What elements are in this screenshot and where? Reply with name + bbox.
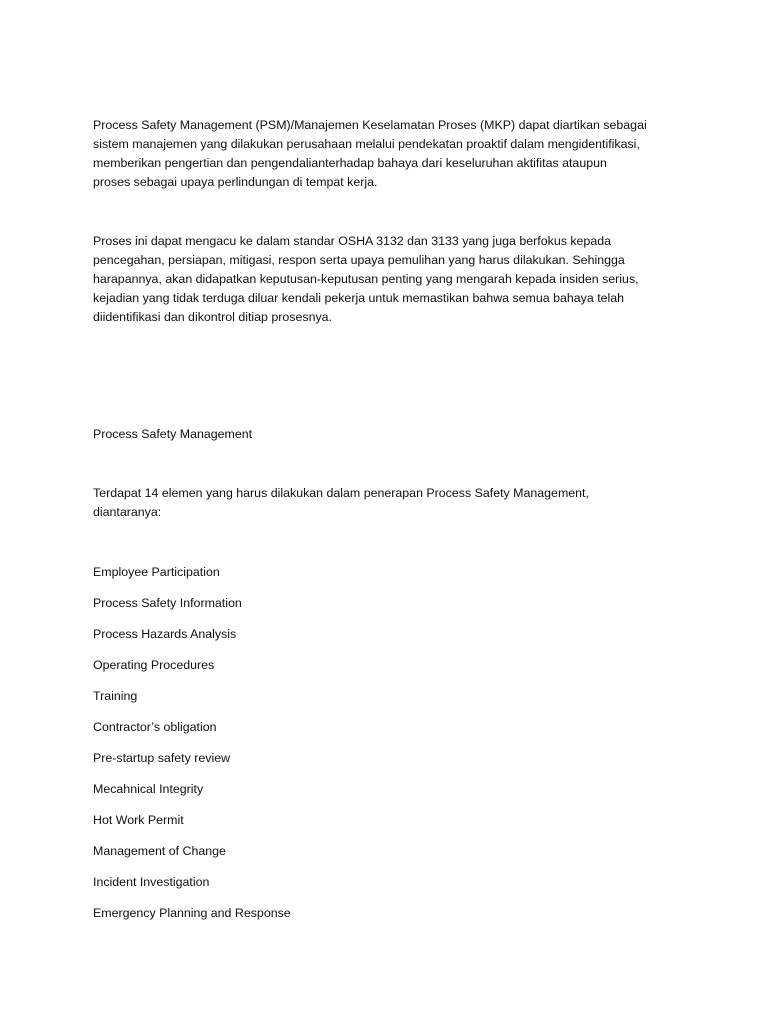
list-item: Mecahnical Integrity [93, 782, 204, 796]
paragraph-line: harapannya, akan didapatkan keputusan-keputusan penting yang mengarah kepada insiden serius, [93, 272, 639, 286]
paragraph-psm-definition [93, 116, 683, 192]
paragraph-line: diidentifikasi dan dikontrol ditiap prosesnya. [93, 310, 333, 324]
section-heading: Process Safety Management [93, 427, 253, 441]
paragraph-line: Terdapat 14 elemen yang harus dilakukan dalam penerapan Process Safety Management, [93, 486, 589, 500]
document-page [93, 116, 683, 935]
paragraph-line: memberikan pengertian dan pengendalianterhadap bahaya dari keseluruhan aktifitas ataupun [93, 156, 607, 170]
list-item: Process Safety Information [93, 596, 242, 610]
list-item: Employee Participation [93, 565, 220, 579]
list-item: Operating Procedures [93, 658, 215, 672]
paragraph-line: sistem manajemen yang dilakukan perusahaan melalui pendekatan proaktif dalam mengidentifikasi, [93, 137, 640, 151]
paragraph-line: diantaranya: [93, 505, 162, 519]
list-item: Process Hazards Analysis [93, 627, 237, 641]
paragraph-line: Process Safety Management (PSM)/Manajemen Keselamatan Proses (MKP) dapat diartikan sebagai [93, 118, 647, 132]
list-item: Pre-startup safety review [93, 751, 231, 765]
list-item: Contractor’s obligation [93, 720, 217, 734]
paragraph-line: kejadian yang tidak terduga diluar kendali pekerja untuk memastikan bahwa semua bahaya telah [93, 291, 625, 305]
paragraph-elements-intro [93, 484, 683, 522]
paragraph-osha-standard [93, 232, 683, 327]
paragraph-line: proses sebagai upaya perlindungan di tempat kerja. [93, 175, 378, 189]
list-item: Hot Work Permit [93, 813, 184, 827]
list-item: Management of Change [93, 844, 226, 858]
list-item: Emergency Planning and Response [93, 906, 291, 920]
list-item: Incident Investigation [93, 875, 210, 889]
list-item: Training [93, 689, 138, 703]
psm-elements-list [93, 563, 683, 935]
paragraph-line: Proses ini dapat mengacu ke dalam standar OSHA 3132 dan 3133 yang juga berfokus kepada [93, 234, 611, 248]
paragraph-line: pencegahan, persiapan, mitigasi, respon serta upaya pemulihan yang harus dilakukan. Sehingga [93, 253, 625, 267]
